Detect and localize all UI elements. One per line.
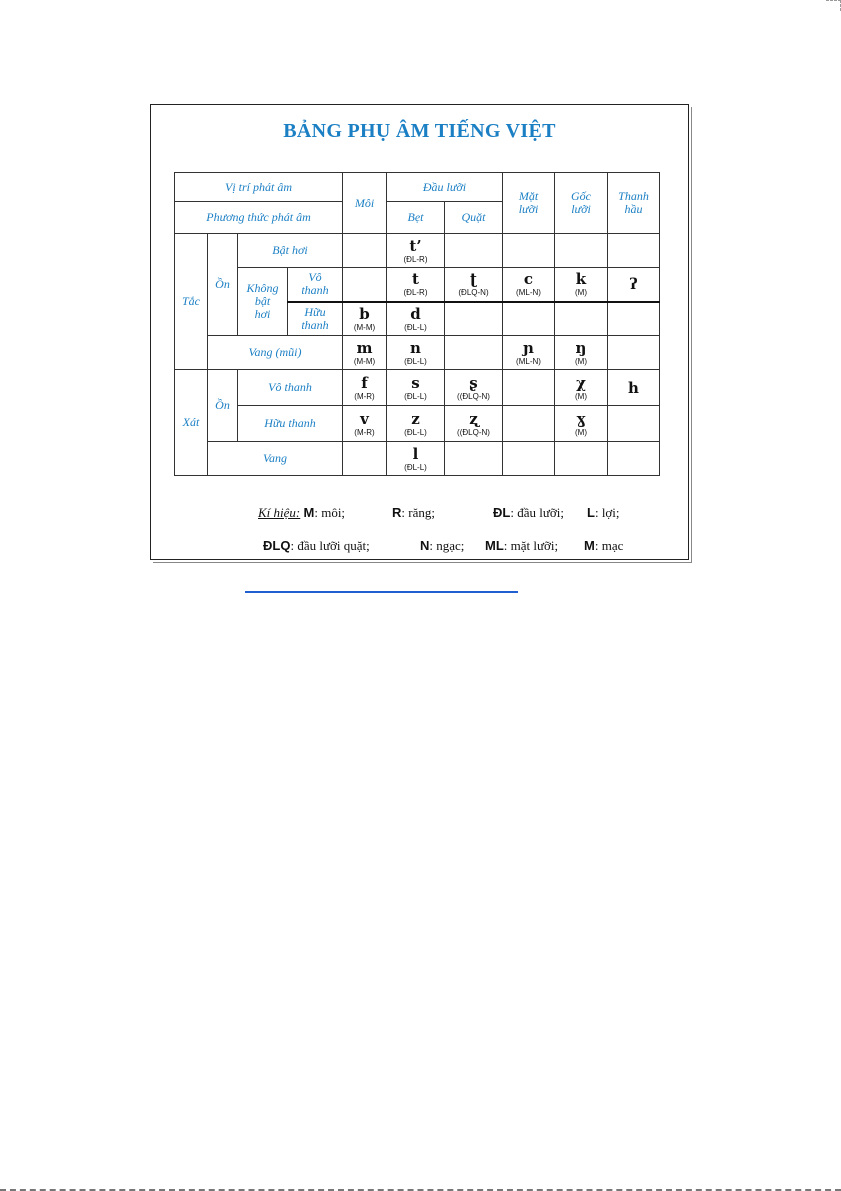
cell-empty [608, 442, 660, 476]
cell-sr [445, 370, 503, 406]
legend-item [587, 505, 620, 521]
legend-key: ĐL [493, 505, 511, 520]
row-voiceless [288, 268, 343, 302]
symbol: m [356, 338, 373, 357]
header-velar [555, 173, 608, 234]
cell-s [387, 370, 445, 406]
row-sonorant: Vang [208, 442, 343, 476]
cell-empty [503, 302, 555, 336]
symbol: ʈ [470, 270, 477, 289]
header-velar-line1: Gốc [571, 189, 591, 203]
header-velar-line2: lưỡi [571, 202, 591, 216]
symbol: l [412, 444, 419, 463]
row-fricative: Xát [175, 370, 208, 476]
row-unaspirated-line3: hơi [254, 307, 271, 321]
cell-empty [555, 234, 608, 268]
legend-text: : mặt lưỡi; [503, 538, 559, 553]
cell-empty [503, 442, 555, 476]
legend-label: Kí hiệu: [258, 505, 301, 520]
cell-l [387, 442, 445, 476]
legend-key: ĐLQ [263, 538, 291, 553]
cell-empty [445, 302, 503, 336]
symbol-code: (M-R) [354, 427, 375, 437]
symbol-code: (M-R) [354, 391, 375, 401]
consonant-table [174, 172, 660, 476]
cell-empty [503, 370, 555, 406]
cell-h [608, 370, 660, 406]
row-voiced-line1: Hữu [304, 304, 326, 319]
cell-z [387, 406, 445, 442]
symbol: ʔ [629, 275, 638, 294]
symbol-code: (ĐL-L) [404, 391, 427, 401]
legend-item [584, 538, 623, 554]
legend-key: N [420, 538, 430, 553]
link-underline[interactable] [245, 591, 518, 593]
cell-empty [503, 234, 555, 268]
header-manner: Phương thức phát âm [175, 202, 343, 234]
cell-empty [445, 234, 503, 268]
cell-c [503, 268, 555, 302]
cell-f [343, 370, 387, 406]
legend-key: M [303, 505, 315, 520]
cell-zr [445, 406, 503, 442]
header-apical: Đầu lưỡi [387, 173, 503, 202]
cell-d [387, 302, 445, 336]
symbol: ʐ [469, 409, 478, 428]
legend-key: L [587, 505, 595, 520]
legend-key: M [584, 538, 595, 553]
cell-empty [503, 406, 555, 442]
header-flat: Bẹt [387, 202, 445, 234]
cell-n [387, 336, 445, 370]
legend-key: R [392, 505, 402, 520]
symbol-code: (M) [575, 391, 587, 401]
symbol: v [360, 409, 369, 428]
symbol: k [575, 270, 587, 289]
symbol-code: (ĐLQ-N) [458, 288, 489, 298]
row-voiceless-line2: thanh [301, 283, 329, 298]
symbol-code: (M) [575, 288, 587, 298]
cell-glottal-stop [608, 268, 660, 302]
symbol: h [628, 378, 639, 397]
symbol: s [411, 373, 420, 392]
symbol-code: (ĐL-L) [404, 356, 427, 366]
header-labial: Môi [343, 173, 387, 234]
header-glottal-line1: Thanh [618, 189, 649, 203]
cell-empty [555, 302, 608, 336]
cell-nh [503, 336, 555, 370]
row-fricative-voiced: Hữu thanh [238, 406, 343, 442]
cell-m [343, 336, 387, 370]
row-fricative-voiceless: Vô thanh [238, 370, 343, 406]
legend-item [493, 505, 564, 521]
cell-empty [608, 234, 660, 268]
cell-empty [608, 302, 660, 336]
cell-t [387, 268, 445, 302]
legend-line-1 [258, 505, 345, 521]
symbol-code: (M) [575, 356, 587, 366]
symbol-code: ((ĐLQ-N) [457, 427, 490, 437]
symbol: n [410, 338, 421, 357]
symbol: c [523, 270, 534, 289]
row-fricative-obstruent: Ồn [208, 370, 238, 442]
legend-text: : đầu lưỡi quặt; [290, 538, 370, 553]
page-corner-mark [826, 0, 841, 11]
header-dorsal [503, 173, 555, 234]
row-voiceless-line1: Vô [308, 270, 322, 285]
symbol-code: (M) [575, 427, 587, 437]
legend-text: : răng; [401, 505, 435, 520]
row-unaspirated-line2: bật [254, 294, 271, 308]
symbol-code: (M-M) [353, 322, 376, 332]
row-unaspirated [238, 268, 288, 336]
row-unaspirated-line1: Không [246, 281, 279, 295]
symbol-code: (ĐL-R) [403, 254, 428, 264]
symbol-code: (ĐL-L) [404, 322, 427, 332]
cell-g [555, 406, 608, 442]
cell-empty [445, 336, 503, 370]
cell-k [555, 268, 608, 302]
symbol: b [359, 304, 370, 323]
legend-text: : đầu lưỡi; [510, 505, 564, 520]
legend-item [263, 538, 370, 554]
symbol: t [412, 270, 419, 289]
symbol: z [411, 409, 420, 428]
cell-empty [608, 336, 660, 370]
cell-t-aspirated [387, 234, 445, 268]
row-voiced-line2: thanh [301, 317, 329, 332]
symbol-code: (ML-N) [516, 356, 541, 366]
legend-item [420, 538, 464, 554]
cell-empty [445, 442, 503, 476]
header-glottal-line2: hầu [624, 202, 643, 216]
symbol: ɲ [523, 338, 534, 357]
symbol: ʂ [469, 373, 478, 392]
header-dorsal-line1: Mặt [518, 189, 539, 203]
cell-kh [555, 370, 608, 406]
cell-empty [608, 406, 660, 442]
row-stop: Tắc [175, 234, 208, 370]
symbol: χ [576, 373, 586, 392]
row-aspirated: Bật hơi [238, 234, 343, 268]
cell-v [343, 406, 387, 442]
symbol-code: (ĐL-R) [403, 288, 428, 298]
row-voiced [288, 302, 343, 336]
header-retroflex: Quặt [445, 202, 503, 234]
symbol-code: ((ĐLQ-N) [457, 391, 490, 401]
cell-tr [445, 268, 503, 302]
header-place: Vị trí phát âm [175, 173, 343, 202]
symbol: ŋ [575, 338, 587, 357]
symbol-code: (ML-N) [516, 288, 541, 298]
cell-empty [343, 442, 387, 476]
symbol-code: (ĐL-L) [404, 462, 427, 472]
symbol-code: (ĐL-L) [404, 427, 427, 437]
cell-empty [555, 442, 608, 476]
cell-b [343, 302, 387, 336]
legend-key: ML [485, 538, 504, 553]
row-nasal: Vang (mũi) [208, 336, 343, 370]
header-glottal [608, 173, 660, 234]
cell-ng [555, 336, 608, 370]
cell-empty [343, 234, 387, 268]
symbol: f [361, 373, 368, 392]
table-title: BẢNG PHỤ ÂM TIẾNG VIỆT [283, 120, 556, 142]
legend-item [485, 538, 558, 554]
header-dorsal-line2: lưỡi [518, 202, 539, 216]
symbol: ɣ [576, 409, 586, 428]
cell-empty [343, 268, 387, 302]
symbol-code: (M-M) [353, 356, 376, 366]
legend-item [392, 505, 435, 521]
legend-text: : môi; [314, 505, 346, 520]
row-stop-obstruent: Ồn [208, 234, 238, 336]
legend-text: : ngạc; [429, 538, 465, 553]
symbol: t’ [409, 236, 422, 255]
symbol: d [410, 304, 421, 323]
legend-text: : mạc [594, 538, 624, 553]
legend-text: : lợi; [594, 505, 620, 520]
